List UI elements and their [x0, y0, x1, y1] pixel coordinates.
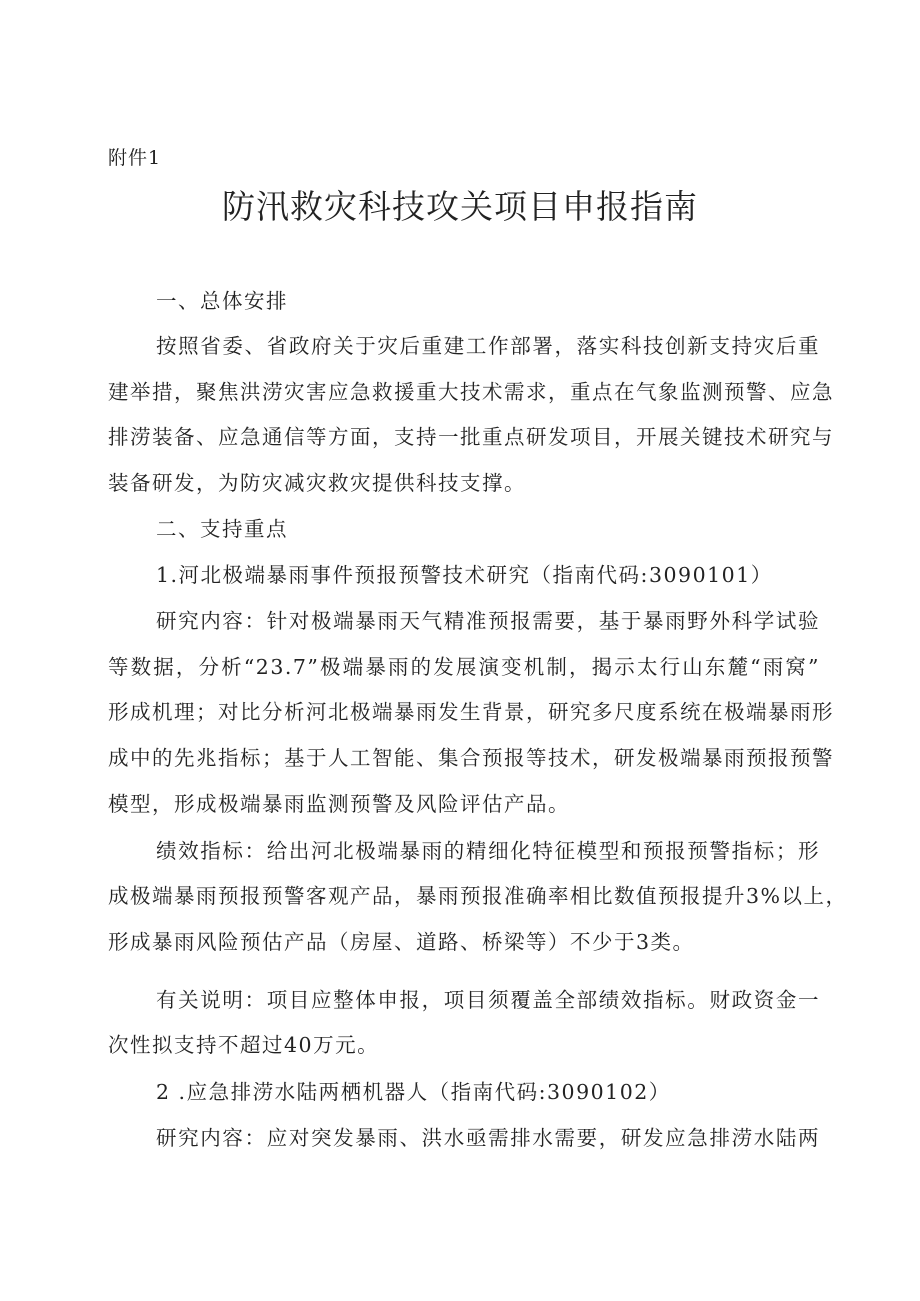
paragraph-line: 等数据，分析“23.7”极端暴雨的发展演变机制，揭示太行山东麓“雨窝” [108, 655, 820, 679]
page-title: 防汛救灾科技攻关项目申报指南 [222, 187, 698, 226]
paragraph-line: 成中的先兆指标；基于人工智能、集合预报等技术，研发极端暴雨预报预警 [108, 746, 834, 770]
paragraph-line: 排涝装备、应急通信等方面，支持一批重点研发项目，开展关键技术研究与 [108, 425, 834, 449]
paragraph-line: 装备研发，为防灾减灾救灾提供科技支撑。 [108, 471, 526, 495]
paragraph-line: 成极端暴雨预报预警客观产品，暴雨预报准确率相比数值预报提升3%以上， [108, 884, 848, 908]
paragraph-line: 有关说明：项目应整体申报，项目须覆盖全部绩效指标。财政资金一 [156, 988, 820, 1012]
item-title: 1.河北极端暴雨事件预报预警技术研究（指南代码:3090101） [156, 563, 773, 587]
paragraph-line: 形成机理；对比分析河北极端暴雨发生背景，研究多尺度系统在极端暴雨形 [108, 700, 834, 724]
paragraph-line: 模型，形成极端暴雨监测预警及风险评估产品。 [108, 792, 570, 816]
item-title: 2 .应急排涝水陆两栖机器人（指南代码:3090102） [156, 1080, 671, 1104]
paragraph-line: 次性拟支持不超过40万元。 [108, 1033, 380, 1057]
paragraph-line: 按照省委、省政府关于灾后重建工作部署，落实科技创新支持灾后重 [156, 334, 820, 358]
paragraph-line: 研究内容：针对极端暴雨天气精准预报需要，基于暴雨野外科学试验 [156, 609, 820, 633]
paragraph-line: 形成暴雨风险预估产品（房屋、道路、桥梁等）不少于3类。 [108, 930, 695, 954]
paragraph-line: 研究内容：应对突发暴雨、洪水亟需排水需要，研发应急排涝水陆两 [156, 1126, 820, 1150]
attachment-label: 附件1 [108, 147, 162, 169]
paragraph-line: 建举措，聚焦洪涝灾害应急救援重大技术需求，重点在气象监测预警、应急 [108, 380, 834, 404]
section-heading: 一、总体安排 [156, 289, 288, 313]
section-heading: 二、支持重点 [156, 517, 288, 541]
paragraph-line: 绩效指标：给出河北极端暴雨的精细化特征模型和预报预警指标；形 [156, 839, 820, 863]
